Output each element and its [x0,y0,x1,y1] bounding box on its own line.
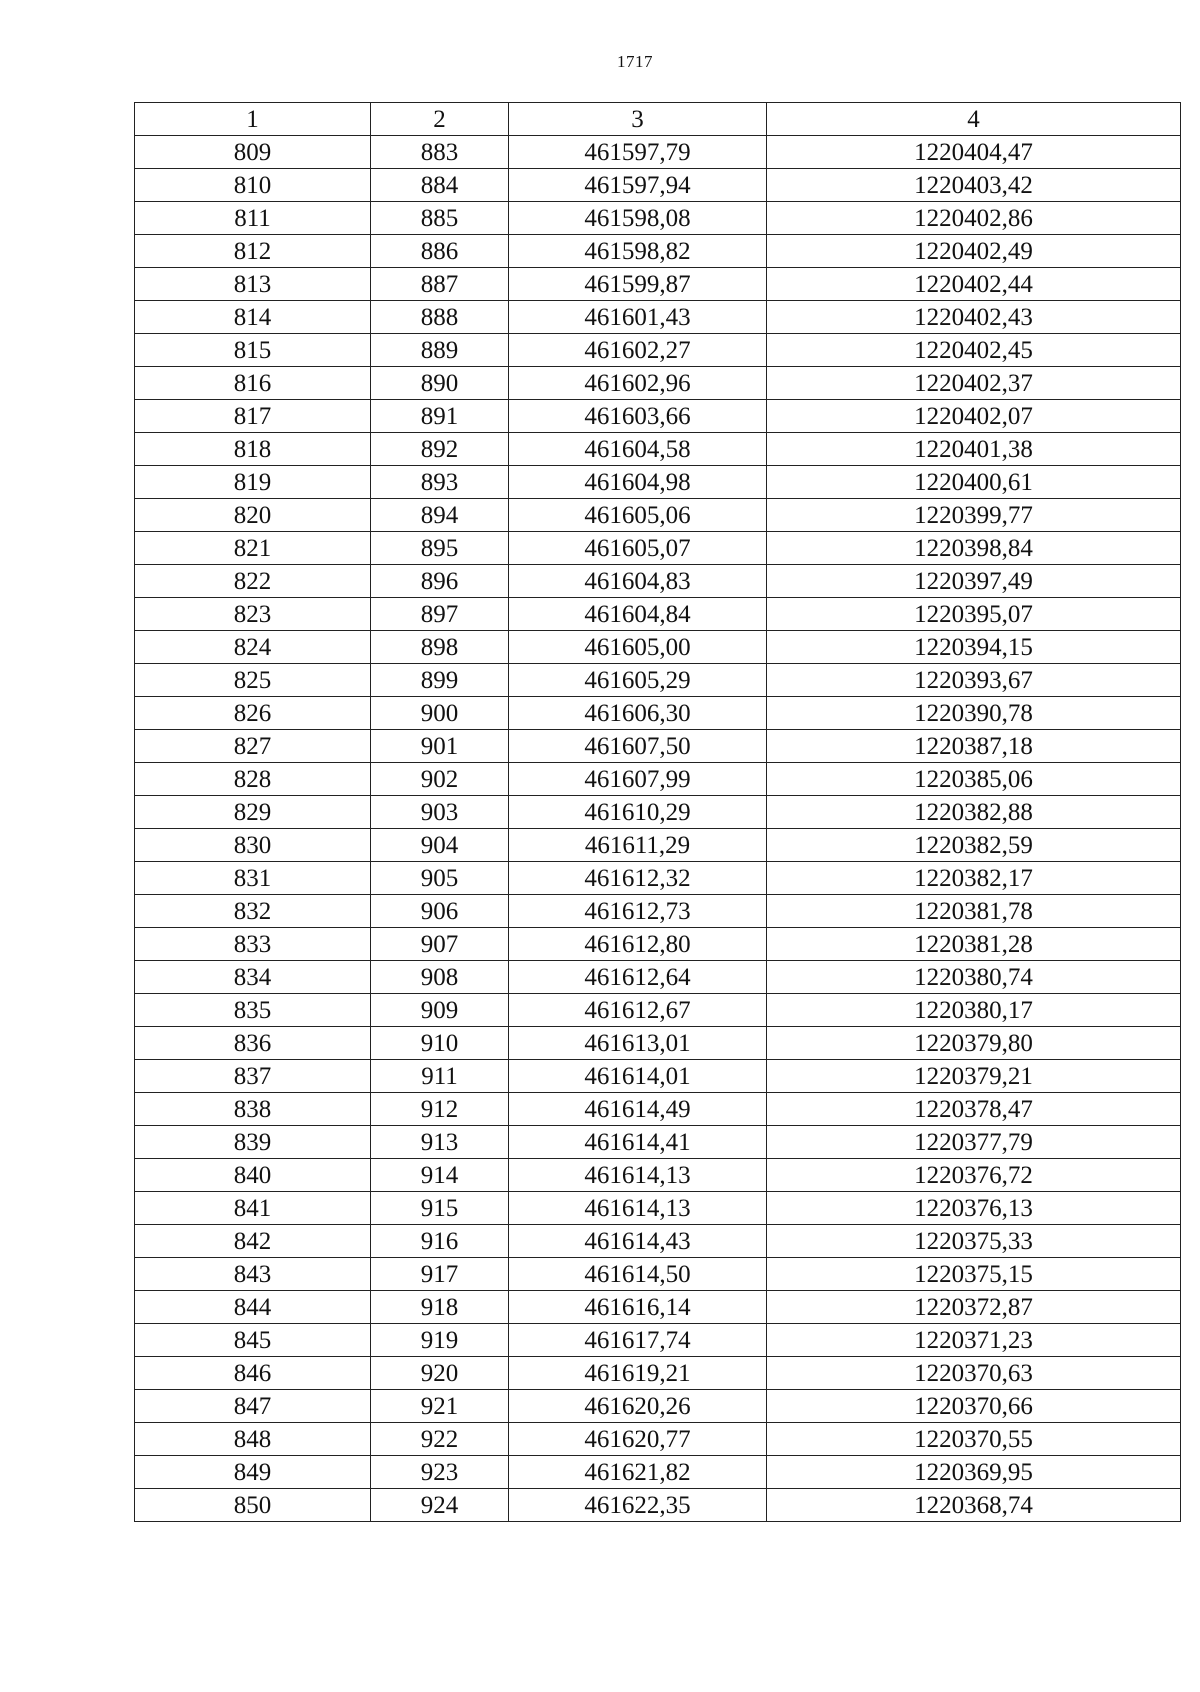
cell-col-2: 910 [371,1027,509,1060]
cell-col-2: 918 [371,1291,509,1324]
cell-col-3: 461597,79 [509,136,767,169]
cell-col-1: 809 [135,136,371,169]
table-row [135,763,1181,796]
cell-col-2: 892 [371,433,509,466]
table-row [135,1324,1181,1357]
cell-col-3: 461607,99 [509,763,767,796]
cell-col-2: 907 [371,928,509,961]
cell-col-4: 1220397,49 [767,565,1181,598]
cell-col-2: 903 [371,796,509,829]
cell-col-2: 921 [371,1390,509,1423]
table-row [135,1489,1181,1522]
table-row [135,334,1181,367]
cell-col-4: 1220393,67 [767,664,1181,697]
column-header-1: 1 [135,103,371,136]
cell-col-4: 1220369,95 [767,1456,1181,1489]
table-row [135,664,1181,697]
cell-col-1: 825 [135,664,371,697]
cell-col-3: 461605,00 [509,631,767,664]
table-row [135,532,1181,565]
cell-col-4: 1220402,44 [767,268,1181,301]
cell-col-3: 461612,32 [509,862,767,895]
table-row [135,631,1181,664]
cell-col-2: 885 [371,202,509,235]
cell-col-2: 889 [371,334,509,367]
cell-col-2: 908 [371,961,509,994]
table-row [135,1060,1181,1093]
cell-col-1: 838 [135,1093,371,1126]
cell-col-1: 824 [135,631,371,664]
table-row [135,598,1181,631]
table-row [135,1291,1181,1324]
cell-col-1: 818 [135,433,371,466]
table-row [135,862,1181,895]
cell-col-4: 1220402,07 [767,400,1181,433]
cell-col-3: 461620,26 [509,1390,767,1423]
cell-col-1: 815 [135,334,371,367]
cell-col-1: 847 [135,1390,371,1423]
cell-col-1: 828 [135,763,371,796]
cell-col-2: 887 [371,268,509,301]
cell-col-1: 814 [135,301,371,334]
table-row [135,928,1181,961]
cell-col-3: 461602,96 [509,367,767,400]
cell-col-1: 831 [135,862,371,895]
cell-col-1: 837 [135,1060,371,1093]
cell-col-4: 1220382,17 [767,862,1181,895]
cell-col-3: 461621,82 [509,1456,767,1489]
cell-col-4: 1220403,42 [767,169,1181,202]
cell-col-4: 1220390,78 [767,697,1181,730]
table-row [135,1423,1181,1456]
cell-col-1: 834 [135,961,371,994]
cell-col-2: 913 [371,1126,509,1159]
cell-col-4: 1220387,18 [767,730,1181,763]
cell-col-1: 829 [135,796,371,829]
table-row [135,1159,1181,1192]
cell-col-1: 821 [135,532,371,565]
cell-col-3: 461614,13 [509,1192,767,1225]
cell-col-4: 1220402,43 [767,301,1181,334]
table-row [135,268,1181,301]
cell-col-4: 1220382,88 [767,796,1181,829]
cell-col-3: 461604,98 [509,466,767,499]
cell-col-4: 1220378,47 [767,1093,1181,1126]
cell-col-2: 883 [371,136,509,169]
cell-col-4: 1220402,49 [767,235,1181,268]
cell-col-2: 924 [371,1489,509,1522]
table-body [135,136,1181,1522]
cell-col-1: 810 [135,169,371,202]
cell-col-1: 836 [135,1027,371,1060]
cell-col-2: 890 [371,367,509,400]
table-row [135,433,1181,466]
table-row [135,1225,1181,1258]
cell-col-4: 1220382,59 [767,829,1181,862]
cell-col-3: 461612,67 [509,994,767,1027]
cell-col-1: 823 [135,598,371,631]
table-header-row [135,103,1181,136]
cell-col-3: 461607,50 [509,730,767,763]
cell-col-1: 840 [135,1159,371,1192]
cell-col-3: 461613,01 [509,1027,767,1060]
cell-col-2: 896 [371,565,509,598]
table-row [135,1126,1181,1159]
cell-col-4: 1220376,72 [767,1159,1181,1192]
cell-col-2: 909 [371,994,509,1027]
table-row [135,169,1181,202]
table-row [135,1192,1181,1225]
table-row [135,829,1181,862]
cell-col-4: 1220372,87 [767,1291,1181,1324]
cell-col-2: 922 [371,1423,509,1456]
cell-col-1: 844 [135,1291,371,1324]
cell-col-3: 461611,29 [509,829,767,862]
cell-col-3: 461601,43 [509,301,767,334]
cell-col-2: 895 [371,532,509,565]
cell-col-4: 1220381,78 [767,895,1181,928]
cell-col-2: 894 [371,499,509,532]
cell-col-2: 911 [371,1060,509,1093]
cell-col-2: 886 [371,235,509,268]
table-row [135,730,1181,763]
cell-col-3: 461605,29 [509,664,767,697]
cell-col-4: 1220394,15 [767,631,1181,664]
page-number: 1717 [617,52,653,71]
cell-col-3: 461604,58 [509,433,767,466]
cell-col-1: 849 [135,1456,371,1489]
cell-col-1: 826 [135,697,371,730]
cell-col-3: 461604,83 [509,565,767,598]
table-row [135,1027,1181,1060]
cell-col-4: 1220402,45 [767,334,1181,367]
table-row [135,697,1181,730]
table-row [135,136,1181,169]
cell-col-1: 846 [135,1357,371,1390]
cell-col-3: 461612,73 [509,895,767,928]
cell-col-1: 819 [135,466,371,499]
cell-col-2: 905 [371,862,509,895]
column-header-4: 4 [767,103,1181,136]
cell-col-1: 822 [135,565,371,598]
table-row [135,400,1181,433]
cell-col-1: 843 [135,1258,371,1291]
cell-col-1: 848 [135,1423,371,1456]
coordinates-table [134,102,1181,1522]
cell-col-4: 1220381,28 [767,928,1181,961]
cell-col-4: 1220395,07 [767,598,1181,631]
cell-col-4: 1220404,47 [767,136,1181,169]
cell-col-3: 461612,64 [509,961,767,994]
cell-col-4: 1220400,61 [767,466,1181,499]
cell-col-3: 461614,43 [509,1225,767,1258]
cell-col-3: 461614,49 [509,1093,767,1126]
cell-col-3: 461610,29 [509,796,767,829]
cell-col-3: 461599,87 [509,268,767,301]
cell-col-2: 899 [371,664,509,697]
cell-col-2: 901 [371,730,509,763]
cell-col-3: 461614,41 [509,1126,767,1159]
cell-col-3: 461606,30 [509,697,767,730]
cell-col-3: 461598,08 [509,202,767,235]
cell-col-2: 917 [371,1258,509,1291]
table-row [135,202,1181,235]
cell-col-1: 811 [135,202,371,235]
cell-col-1: 827 [135,730,371,763]
cell-col-4: 1220370,66 [767,1390,1181,1423]
table-row [135,466,1181,499]
cell-col-1: 842 [135,1225,371,1258]
cell-col-1: 839 [135,1126,371,1159]
cell-col-3: 461605,07 [509,532,767,565]
cell-col-4: 1220375,15 [767,1258,1181,1291]
table-row [135,1456,1181,1489]
cell-col-1: 850 [135,1489,371,1522]
cell-col-4: 1220399,77 [767,499,1181,532]
table-row [135,367,1181,400]
cell-col-3: 461614,13 [509,1159,767,1192]
cell-col-3: 461604,84 [509,598,767,631]
cell-col-2: 888 [371,301,509,334]
cell-col-4: 1220379,80 [767,1027,1181,1060]
cell-col-4: 1220370,63 [767,1357,1181,1390]
cell-col-2: 898 [371,631,509,664]
cell-col-1: 833 [135,928,371,961]
cell-col-2: 919 [371,1324,509,1357]
cell-col-2: 912 [371,1093,509,1126]
cell-col-3: 461616,14 [509,1291,767,1324]
table-row [135,895,1181,928]
cell-col-1: 812 [135,235,371,268]
cell-col-2: 923 [371,1456,509,1489]
cell-col-4: 1220380,74 [767,961,1181,994]
cell-col-4: 1220377,79 [767,1126,1181,1159]
cell-col-4: 1220376,13 [767,1192,1181,1225]
cell-col-2: 904 [371,829,509,862]
cell-col-3: 461619,21 [509,1357,767,1390]
table-row [135,565,1181,598]
table-row [135,961,1181,994]
cell-col-2: 900 [371,697,509,730]
cell-col-1: 813 [135,268,371,301]
table-row [135,235,1181,268]
cell-col-3: 461614,01 [509,1060,767,1093]
cell-col-3: 461612,80 [509,928,767,961]
cell-col-2: 906 [371,895,509,928]
cell-col-1: 841 [135,1192,371,1225]
cell-col-2: 891 [371,400,509,433]
cell-col-1: 832 [135,895,371,928]
cell-col-1: 816 [135,367,371,400]
cell-col-4: 1220368,74 [767,1489,1181,1522]
cell-col-4: 1220370,55 [767,1423,1181,1456]
cell-col-2: 916 [371,1225,509,1258]
cell-col-2: 914 [371,1159,509,1192]
cell-col-3: 461614,50 [509,1258,767,1291]
cell-col-3: 461598,82 [509,235,767,268]
table-row [135,1390,1181,1423]
cell-col-1: 835 [135,994,371,1027]
cell-col-4: 1220379,21 [767,1060,1181,1093]
table-row [135,499,1181,532]
cell-col-3: 461605,06 [509,499,767,532]
cell-col-3: 461603,66 [509,400,767,433]
table-row [135,994,1181,1027]
cell-col-4: 1220402,86 [767,202,1181,235]
cell-col-1: 817 [135,400,371,433]
cell-col-1: 845 [135,1324,371,1357]
cell-col-4: 1220371,23 [767,1324,1181,1357]
cell-col-4: 1220398,84 [767,532,1181,565]
cell-col-3: 461597,94 [509,169,767,202]
table-row [135,1093,1181,1126]
cell-col-2: 902 [371,763,509,796]
table-row [135,1357,1181,1390]
cell-col-4: 1220402,37 [767,367,1181,400]
cell-col-4: 1220385,06 [767,763,1181,796]
cell-col-3: 461602,27 [509,334,767,367]
coordinates-table-container [134,102,1180,1522]
cell-col-2: 920 [371,1357,509,1390]
column-header-3: 3 [509,103,767,136]
table-row [135,1258,1181,1291]
table-row [135,796,1181,829]
cell-col-1: 830 [135,829,371,862]
cell-col-3: 461622,35 [509,1489,767,1522]
cell-col-2: 893 [371,466,509,499]
cell-col-4: 1220401,38 [767,433,1181,466]
table-row [135,301,1181,334]
cell-col-2: 915 [371,1192,509,1225]
cell-col-1: 820 [135,499,371,532]
cell-col-4: 1220380,17 [767,994,1181,1027]
cell-col-2: 884 [371,169,509,202]
cell-col-4: 1220375,33 [767,1225,1181,1258]
cell-col-3: 461620,77 [509,1423,767,1456]
column-header-2: 2 [371,103,509,136]
cell-col-3: 461617,74 [509,1324,767,1357]
cell-col-2: 897 [371,598,509,631]
